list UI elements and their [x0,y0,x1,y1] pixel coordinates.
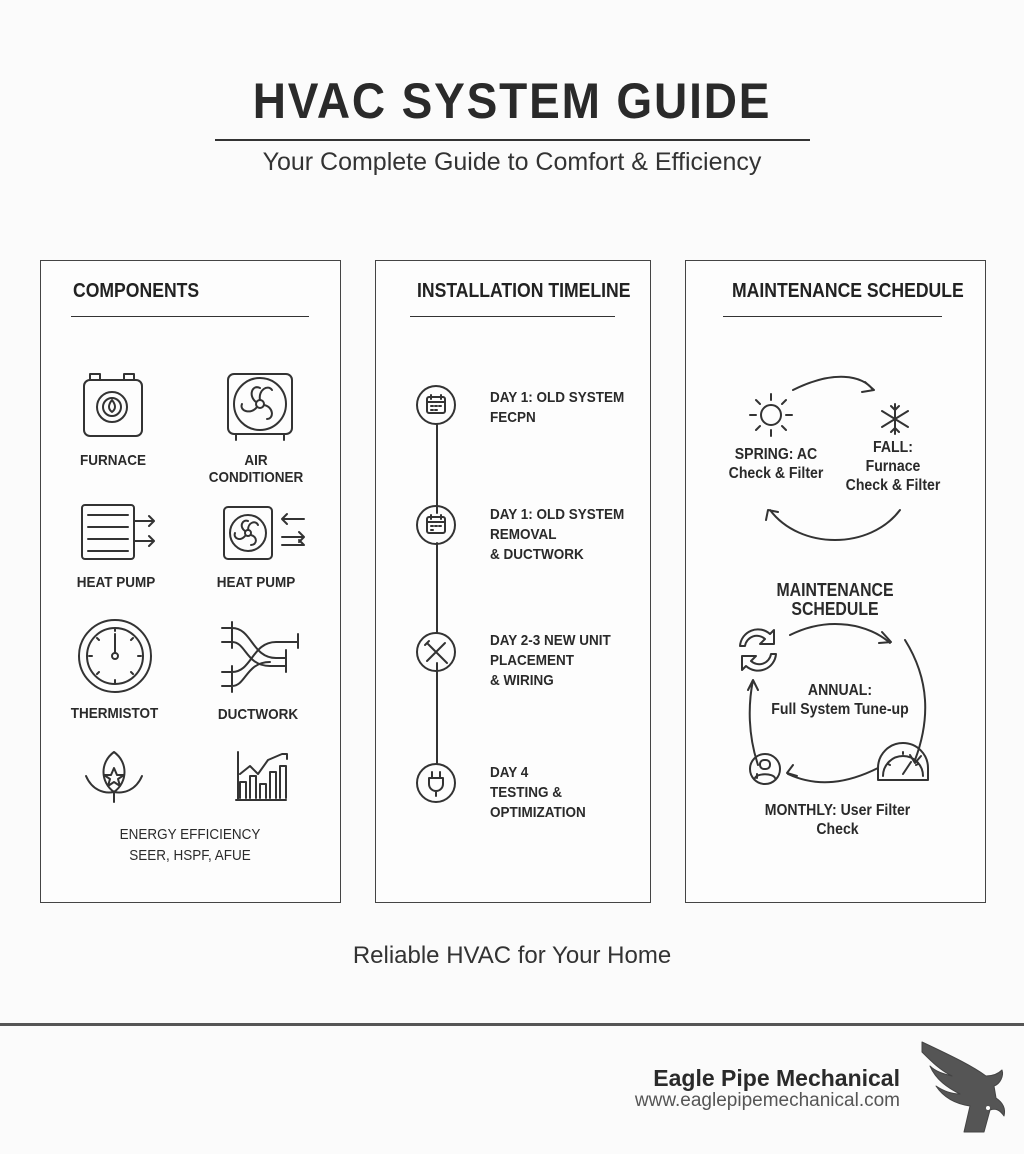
efficiency-line: ENERGY EFFICIENCY [119,826,261,843]
tools-icon [416,632,456,672]
calendar-icon [416,385,456,425]
heat-pump-fan-icon [222,505,308,561]
component-label: THERMISTOT [70,705,159,722]
timeline-divider [410,316,615,317]
maintenance-divider [723,316,942,317]
annual-label [770,681,911,719]
monthly-label: MONTHLY: User Filter Check [764,802,911,838]
thermostat-icon [77,618,153,694]
step-line: REMOVAL [490,526,557,543]
step-line: DAY 2-3 NEW UNIT [490,632,611,649]
furnace-icon [80,372,146,442]
step-line: OPTIMIZATION [490,804,586,821]
heat-pump-icon [80,503,164,561]
tagline: Reliable HVAC for Your Home [352,942,672,969]
step-line: DAY 4 [490,764,529,781]
maintenance-subheading: MAINTENANCE SCHEDULE [776,580,894,619]
components-heading: COMPONENTS [73,280,200,302]
ductwork-icon [220,620,300,694]
page-title: HVAC SYSTEM GUIDE [252,73,772,129]
title-divider [215,139,810,141]
timeline-step [490,388,624,428]
brand-name: Eagle Pipe Mechanical [653,1065,900,1091]
eagle-logo-icon [918,1050,1008,1136]
snowflake-icon [878,402,912,436]
component-label: HEAT PUMP [216,574,296,591]
sun-icon [748,392,794,438]
maintenance-heading: MAINTENANCE SCHEDULE [732,280,964,302]
step-line: & WIRING [490,672,554,689]
spring-label [727,445,826,483]
user-icon [748,752,782,786]
annual-line: ANNUAL: [807,682,873,699]
fan-icon [226,372,294,442]
fall-line: Check & Filter [845,477,941,494]
timeline-step [490,505,624,565]
step-line: TESTING & [490,784,563,801]
component-label: FURNACE [79,452,147,469]
timeline-heading: INSTALLATION TIMELINE [417,280,631,302]
spring-line: Check & Filter [728,465,824,482]
timeline-step [490,631,611,691]
timeline-line [416,385,458,805]
fall-line: FALL: [873,439,913,456]
brand-url[interactable]: www.eaglepipemechanical.com [634,1090,900,1111]
annual-line: Full System Tune-up [771,701,909,718]
subtitle: Your Complete Guide to Comfort & Efficiency [262,148,762,176]
leaf-star-icon [84,750,144,804]
component-label: AIR CONDITIONER [208,452,304,486]
timeline-step [490,763,586,823]
gauge-icon [876,740,930,782]
efficiency-label [109,824,271,866]
footer-divider [0,1023,1024,1026]
spring-line: SPRING: AC [734,446,818,463]
step-line: DAY 1: OLD SYSTEM [490,389,625,406]
component-label: HEAT PUMP [76,574,156,591]
component-label: DUCTWORK [217,706,299,723]
chart-growth-icon [234,750,288,802]
step-line: PLACEMENT [490,652,575,669]
fall-line: Furnace [865,458,921,475]
components-divider [71,316,309,317]
step-line: DAY 1: OLD SYSTEM [490,506,625,523]
plug-icon [416,763,456,803]
calendar-icon [416,505,456,545]
fall-label [845,438,942,495]
efficiency-line: SEER, HSPF, AFUE [129,847,251,864]
step-line: & DUCTWORK [490,546,584,563]
refresh-icon [730,624,786,676]
step-line: FECPN [490,409,536,426]
